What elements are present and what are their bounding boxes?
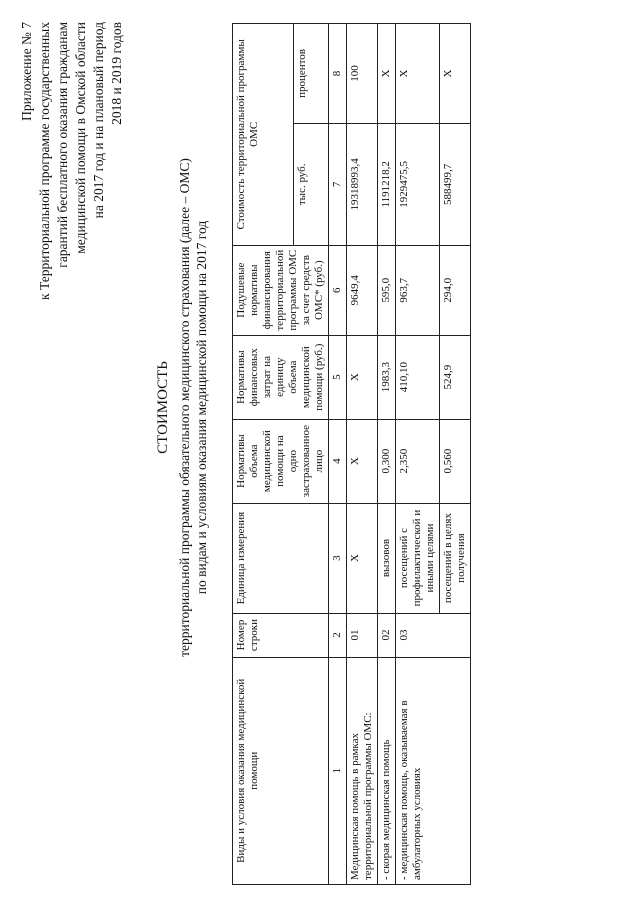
index-cell: 1 (329, 657, 347, 884)
header-thousand-rub: тыс. руб. (293, 123, 328, 245)
row-unit: Х (347, 503, 378, 613)
row-per-capita: 9649,4 (347, 245, 378, 335)
row-sum: 588499,7 (440, 123, 471, 245)
row-name: - медицинская помощь, оказываемая в амбулаторных условиях (396, 657, 471, 884)
row-percent: Х (396, 24, 440, 124)
index-cell: 6 (329, 245, 347, 335)
title-line: территориальной программы обязательного медицинского страхования (далее – ОМС) (177, 158, 192, 657)
appendix-line: на 2017 год и на плановый период (91, 22, 106, 219)
row-unit: вызовов (378, 503, 396, 613)
row-unit: посещений в целях получения (440, 503, 471, 613)
index-cell: 3 (329, 503, 347, 613)
row-number: 03 (396, 613, 471, 657)
appendix-line: гарантий бесплатного оказания гражданам (55, 22, 70, 268)
header-per-capita: Подушевые нормативы финансирования территориальной программы ОМС за счет средств ОМС* (руб.) (233, 245, 329, 335)
appendix-line: медицинской помощи в Омской области (73, 22, 88, 254)
row-percent: 100 (347, 24, 378, 124)
header-percent: процентов (293, 24, 328, 124)
row-cost-norm: 524,9 (440, 335, 471, 419)
row-volume-norm: Х (347, 419, 378, 503)
row-volume-norm: 0,560 (440, 419, 471, 503)
row-number: 01 (347, 613, 378, 657)
index-cell: 2 (329, 613, 347, 657)
table-row (347, 24, 378, 885)
title-line: по видам и условиям оказания медицинской помощи на 2017 год (194, 220, 209, 595)
row-unit: посещений с профилактической и иными целями (396, 503, 440, 613)
index-cell: 8 (329, 24, 347, 124)
row-name: - скорая медицинская помощь (378, 657, 396, 884)
index-row (329, 24, 347, 885)
header-row (233, 24, 294, 885)
row-sum: 1929475,5 (396, 123, 440, 245)
row-volume-norm: 2,350 (396, 419, 440, 503)
table-row (396, 24, 440, 885)
header-kinds: Виды и условия оказания медицинской помощи (233, 657, 329, 884)
index-cell: 5 (329, 335, 347, 419)
row-per-capita: 963,7 (396, 245, 440, 335)
header-unit: Единица измерения (233, 503, 329, 613)
row-per-capita: 294,0 (440, 245, 471, 335)
header-cost-norm: Нормативы финансовых затрат на единицу объема медицинской помощи (руб.) (233, 335, 329, 419)
title-main: СТОИМОСТЬ (155, 361, 171, 454)
row-percent: Х (378, 24, 396, 124)
table-row (378, 24, 396, 885)
row-number: 02 (378, 613, 396, 657)
row-volume-norm: 0,300 (378, 419, 396, 503)
row-cost-norm: 1983,3 (378, 335, 396, 419)
row-cost-norm: 410,10 (396, 335, 440, 419)
appendix-header (18, 22, 126, 522)
cost-table (232, 23, 471, 885)
appendix-line: к Территориальной программе государственных (37, 22, 52, 300)
row-name: Медицинская помощь в рамках территориальной программы ОМС: (347, 657, 378, 884)
header-program-cost: Стоимость территориальной программы ОМС (233, 24, 294, 246)
index-cell: 4 (329, 419, 347, 503)
appendix-line: Приложение № 7 (19, 22, 34, 121)
row-cost-norm: Х (347, 335, 378, 419)
row-sum: 19318993,4 (347, 123, 378, 245)
appendix-line: 2018 и 2019 годов (109, 22, 124, 125)
row-sum: 1191218,2 (378, 123, 396, 245)
header-volume-norm: Нормативы объема медицинской помощи на одно застрахованное лицо (233, 419, 329, 503)
row-percent: Х (440, 24, 471, 124)
index-cell: 7 (329, 123, 347, 245)
row-per-capita: 595,0 (378, 245, 396, 335)
document-title (155, 40, 210, 775)
header-row-number: Номер строки (233, 613, 329, 657)
